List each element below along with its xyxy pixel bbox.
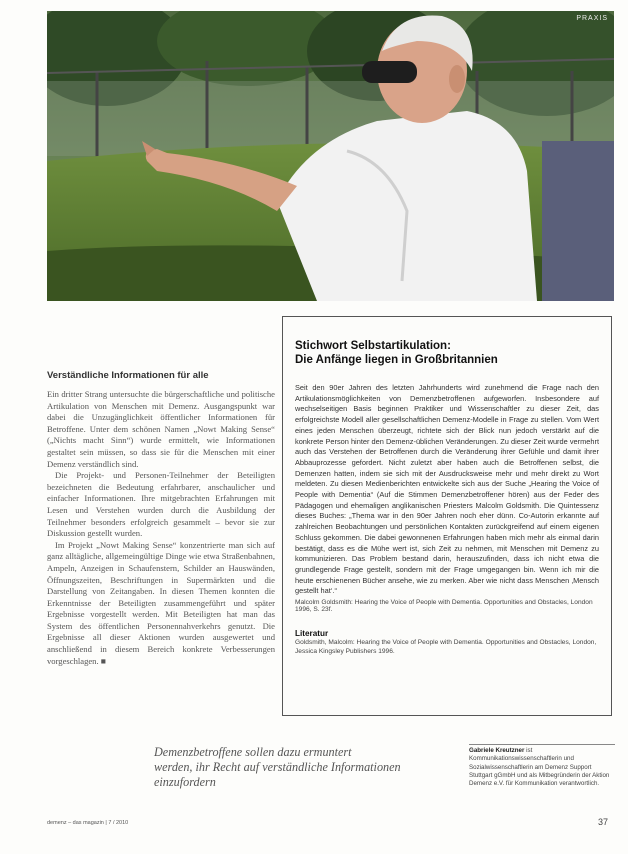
author-bio-text: ist Kommunikationswissenschaftlerin und Sozialwissenschaftlerin am Demenz Support Stuttgart gGmbH und als Mitbegründerin der Aktion Demenz e.V. für Kommunikation verantwortlich. xyxy=(469,747,610,788)
box-body-text: Seit den 90er Jahren des letzten Jahrhunderts wird zunehmend die Frage nach den Artikulationsmöglichkeiten von Demenzbetroffenen aufgeworfen. Insbesondere auf wechselseitigen Basis beginnen Praktiker und Wissenschaftler zu dieser Zeit, das erfolgreichste Modell aller gesellschaftlichen Demenz-Modelle in Frage zu stellen. Vom Wert eines jeden Menschen überzeugt, richtete sich der Blick nun jedoch verstärkt auf die konkrete Person hinter den Demenz-üblichen Veränderungen. Zu dieser Zeit wurde vermehrt auch das Verstehen der Betroffenen durch die Veränderung ihrer Gefühle und damit ihrer Abbauprozesse gefordert. Nicht zuletzt aber haben auch die Betroffenen selbst, die Demenzen hatten, indem sie sich mit der Ausdrucksweise mehr und mehr direkt zu Wort meldeten. Zu diesen Medienberichten entwickelte sich aus der Suche „Hearing the Voice of People with Dementia“ (Auf die Stimmen Demenzbetroffener hören) aus der Feder des Pädagogen und ehemaligen anglikanischen Priesters Malcolm Goldsmith. Die Quintessenz dieses Buches: „Thema war in den 90er Jahren noch eher dünn. Co-Autorin erkannte auf zahlreichen Beobachtungen und persönlichen Kontakten zurückgreifend auf einem eigenen Schluss gekommen. Die dabei gewonnenen Erfahrungen haben mich mehr als einmal darin bestätigt, dass es die Mühe wert ist, sich Zeit zu nehmen, mit Menschen mit Demenz zu kommunizieren. Das Problem bestand darin, herauszufinden, dass ich nicht etwa die grundlegende Frage gestellt, sondern mit der Frage umgegangen bin. Wenn ich mir die heute erschienenen Bücher ansehe, wie zu merken. Aber wie nicht dass Menschen ‚Mensch gestellt hat‘.“ xyxy=(295,383,599,596)
body-paragraph: Ein dritter Strang untersuchte die bürgerschaftliche und politische Artikulation von Menschen mit Demenz. Ausgangspunkt war dabei die Unzugänglichkeit öffentlicher Informationen für Betroffene. Unter dem schönen Namen „Nowt Making Sense“ („Nichts macht Sinn“) wurde ermittelt, wie Informationen gestaltet sein müssen, so dass sie für die Menschen mit einer Demenz verständlich sind. xyxy=(47,389,275,469)
pull-quote-line: einzufordern xyxy=(154,775,216,789)
pull-quote-line: werden, ihr Recht auf verständliche Informationen xyxy=(154,760,401,774)
photo-credit: PRAXIS xyxy=(576,15,608,22)
body-paragraph: Die Projekt- und Personen-Teilnehmer der Beteiligten bezeichneten die Bedeutung erfahrbarer, anschaulicher und einfacher Informationen. Ihre mitgebrachten Erfahrungen mit Lesen und Verstehen wurden durch die Ausbildung der Teilnehmer besonders erfolgreich gesammelt – bevor sie zur Diskussion gestellt wurden. xyxy=(47,470,275,539)
box-title: Stichwort Selbstartikulation: xyxy=(295,340,451,352)
literature-entry: Goldsmith, Malcolm: Hearing the Voice of People with Dementia. Opportunities and Obstacles, London, Jessica Kingsley Publishers 1996. xyxy=(295,639,597,656)
man-pointing-photo xyxy=(47,11,614,301)
box-source: Malcolm Goldsmith: Hearing the Voice of People with Dementia. Opportunities and Obstacles, London 1996, S. 23f. xyxy=(295,599,593,614)
magazine-footer: demenz – das magazin | 7 / 2010 xyxy=(47,820,129,826)
box-subtitle: Die Anfänge liegen in Großbritannien xyxy=(295,354,498,366)
info-box xyxy=(282,316,612,716)
page-number: 37 xyxy=(598,817,609,827)
end-mark: ■ xyxy=(100,655,106,666)
author-bio xyxy=(469,744,615,788)
main-text-column xyxy=(47,370,275,667)
author-name: Gabriele Kreutzner xyxy=(469,747,525,754)
pull-quote-line: Demenzbetroffene sollen dazu ermuntert xyxy=(154,745,352,759)
body-paragraph-text: Im Projekt „Nowt Making Sense“ konzentrierte man sich auf ganz alltägliche, allgemeingültige Dinge wie etwa Straßenbahnen, Ampeln, Anzeigen in Schaufenstern, Schilder an Hauswänden, Öffnungszeiten, Beschriftungen in Supermärkten und die Darstellung von Zeitangaben. In diesen Themen konnten die Erkenntnisse der Beteiligten zusammengeführt und später Ergebnisse vorgestellt werden. Mit Beteiligten hat man das System des öffentlichen Personennahverkehrs genutzt. Die Ergebnisse all dieser Aktionen wurden ausgewertet und anschließend in diesem Bereich konkrete Verbesserungen vorgeschlagen. xyxy=(47,539,275,666)
section-heading: Verständliche Informationen für alle xyxy=(47,370,209,381)
pull-quote xyxy=(154,745,454,790)
literature-heading: Literatur xyxy=(295,629,329,639)
body-paragraph xyxy=(47,540,275,668)
article-photo xyxy=(47,11,614,301)
